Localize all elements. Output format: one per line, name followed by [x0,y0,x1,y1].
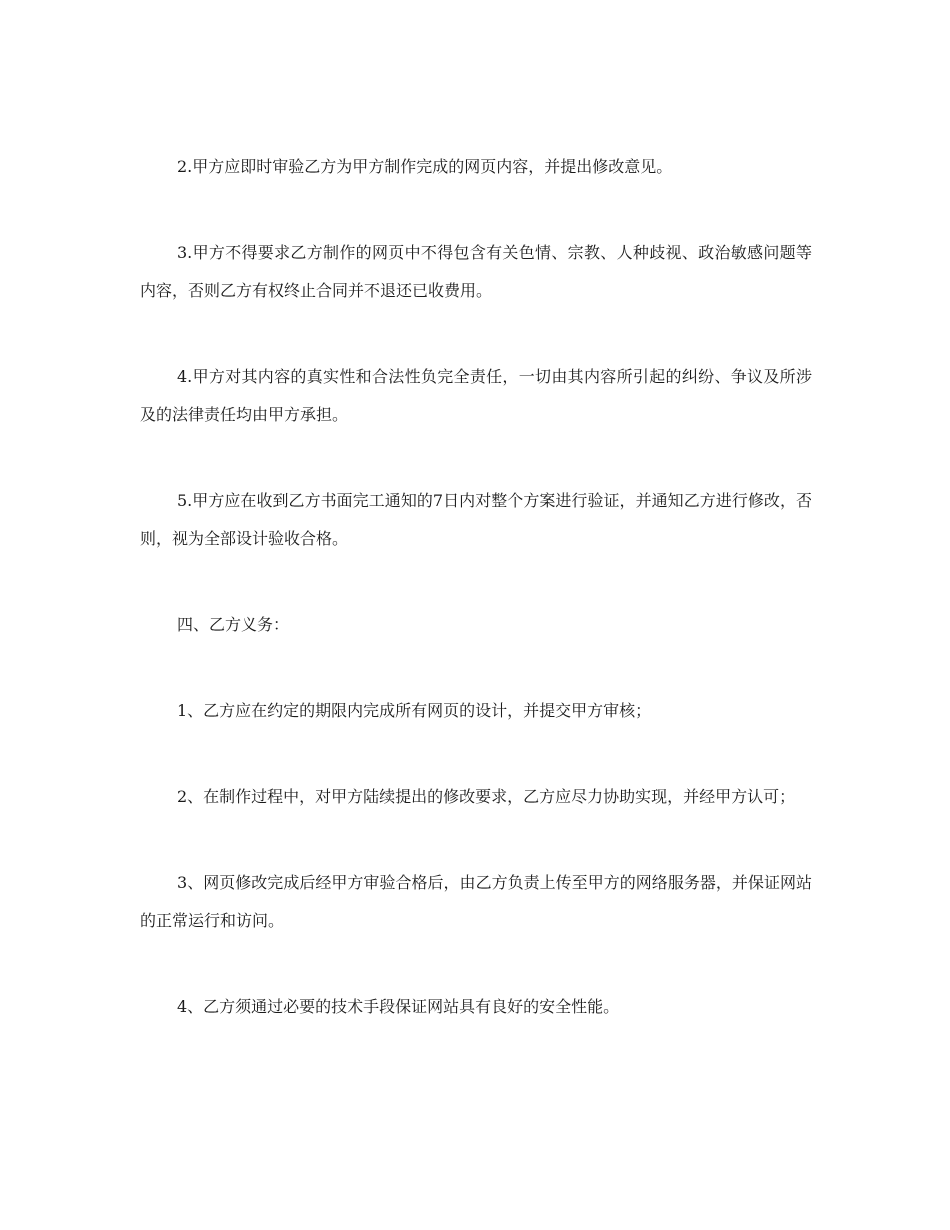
paragraph-acceptance: 5.甲方应在收到乙方书面完工通知的7日内对整个方案进行验证，并通知乙方进行修改，否则，视为全部设计验收合格。 [140,491,812,548]
document-body [140,148,812,1074]
paragraph-design-deadline: 1、乙方应在约定的期限内完成所有网页的设计，并提交甲方审核； [177,701,652,720]
paragraph-revision-assistance: 2、在制作过程中，对甲方陆续提出的修改要求，乙方应尽力协助实现，并经甲方认可； [177,787,796,806]
paragraph-security: 4、乙方须通过必要的技术手段保证网站具有良好的安全性能。 [177,997,620,1016]
paragraph-content-liability: 4.甲方对其内容的真实性和合法性负完全责任，一切由其内容所引起的纠纷、争议及所涉及的法律责任均由甲方承担。 [140,367,812,424]
paragraph-content-restrictions: 3.甲方不得要求乙方制作的网页中不得包含有关色情、宗教、人种歧视、政治敏感问题等内容，否则乙方有权终止合同并不退还已收费用。 [140,243,812,300]
paragraph-party-a-review: 2.甲方应即时审验乙方为甲方制作完成的网页内容，并提出修改意见。 [177,157,673,176]
paragraph-upload-and-operation: 3、网页修改完成后经甲方审验合格后，由乙方负责上传至甲方的网络服务器，并保证网站的正常运行和访问。 [140,873,812,930]
section-heading-party-b-obligations: 四、乙方义务： [177,615,290,634]
